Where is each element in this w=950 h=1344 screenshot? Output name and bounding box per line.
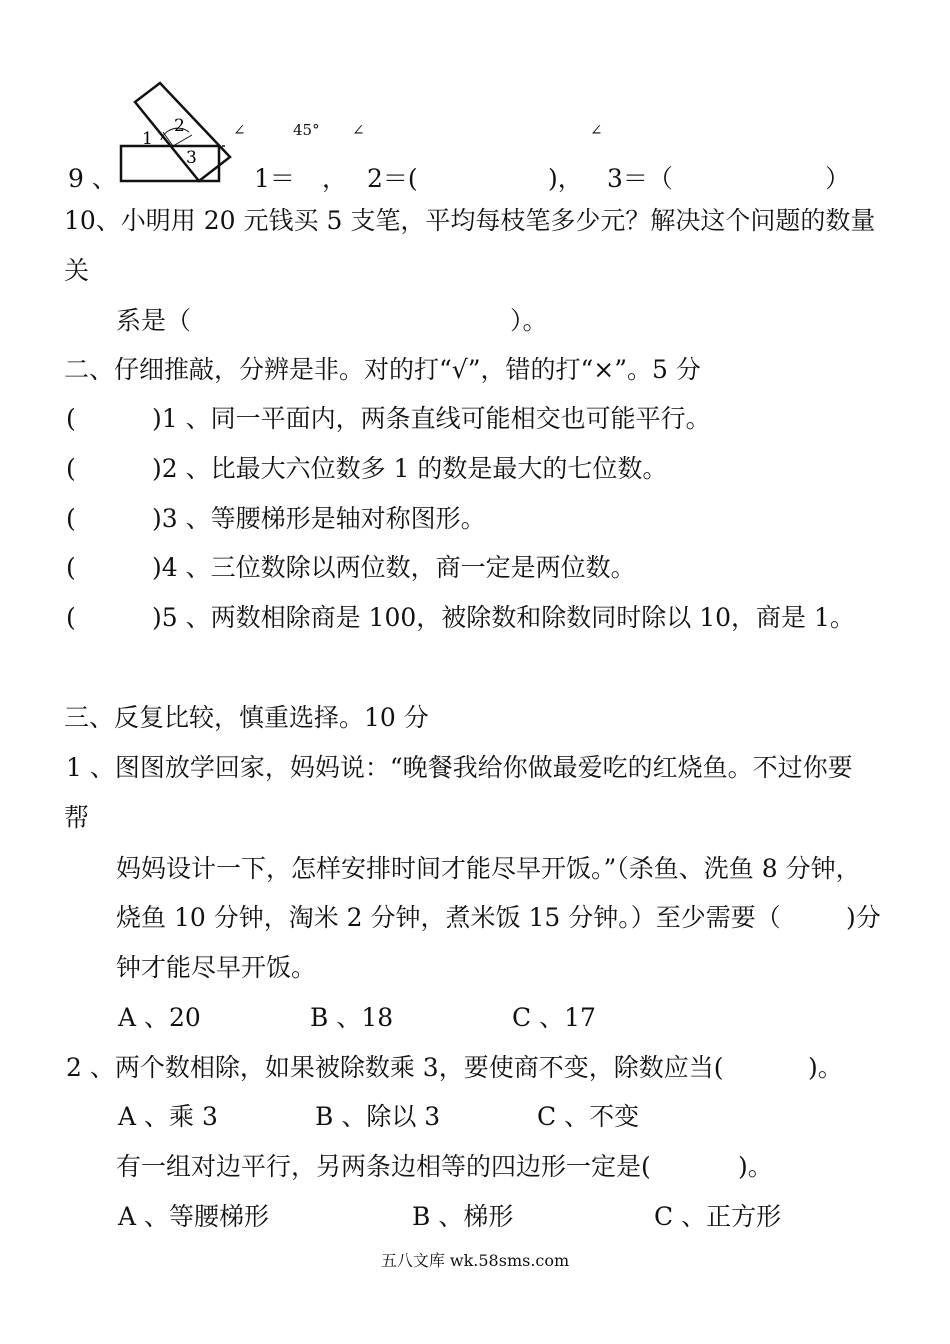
tf-item-4: )4 、三位数除以两位数，商一定是两位数。 (152, 553, 636, 582)
section3-title: 三、反复比较，慎重选择。10 分 (64, 703, 429, 732)
tf-open-2: ( (66, 454, 76, 483)
s3q1-line3: 妈妈设计一下，怎样安排时间才能尽早开饭。”（杀鱼、洗鱼 8 分钟， (116, 854, 861, 883)
tf-item-1: )1 、同一平面内，两条直线可能相交也可能平行。 (152, 404, 711, 433)
fig-label-3: 3 (186, 148, 197, 168)
s3q2-line1b: )。 (808, 1053, 843, 1082)
angle-symbol-2: ∠ (352, 121, 365, 139)
q10-line1: 10、小明用 20 元钱买 5 支笔，平均每枝笔多少元？解决这个问题的数量 (64, 206, 876, 235)
footer-watermark: 五八文库 wk.58sms.com (380, 1251, 570, 1270)
q10-line3a: 系是（ (116, 306, 192, 335)
s3q1-option-a: A 、20 (118, 1003, 201, 1032)
tf-open-1: ( (66, 404, 76, 433)
s3q1-line4b: )分 (846, 903, 881, 932)
tf-open-5: ( (66, 603, 76, 632)
s3q1-option-c: C 、17 (512, 1003, 596, 1032)
s3q2-option-a: A 、乘 3 (118, 1102, 218, 1131)
tf-item-2: )2 、比最大六位数多 1 的数是最大的七位数。 (152, 454, 668, 483)
tf-item-5: )5 、两数相除商是 100，被除数和除数同时除以 10，商是 1。 (152, 603, 855, 632)
angle-symbol-1: ∠ (233, 121, 246, 139)
section2-title: 二、仔细推敲，分辨是非。对的打“√”，错的打“×”。5 分 (64, 355, 701, 384)
fig-label-1: 1 (142, 129, 153, 149)
tf-open-4: ( (66, 553, 76, 582)
s3q2-line1a: 2 、两个数相除，如果被除数乘 3，要使商不变，除数应当( (66, 1053, 724, 1082)
q9-number: 9 、 (68, 164, 117, 193)
q9-comma: ， (322, 164, 348, 193)
s3q3-option-c: C 、正方形 (654, 1202, 782, 1231)
tf-item-3: )3 、等腰梯形是轴对称图形。 (152, 504, 486, 533)
s3q3-line1b: )。 (738, 1152, 773, 1181)
s3q1-line2: 帮 (64, 803, 90, 832)
s3q1-line1: 1 、图图放学回家，妈妈说：“晚餐我给你做最爱吃的红烧鱼。不过你要 (66, 753, 853, 782)
s3q1-line5: 钟才能尽早开饭。 (116, 953, 317, 982)
s3q3-line1a: 有一组对边平行，另两条边相等的四边形一定是( (116, 1152, 651, 1181)
tf-open-3: ( (66, 504, 76, 533)
s3q3-option-b: B 、梯形 (412, 1202, 514, 1231)
q10-line2: 关 (64, 256, 90, 285)
q9-angle2: 2＝( (367, 164, 418, 193)
q9-figure (115, 80, 240, 185)
fig-label-2: 2 (174, 116, 185, 136)
q9-angle3-close: ） (825, 164, 851, 193)
q9-angle3: 3＝（ (607, 164, 673, 193)
s3q3-option-a: A 、等腰梯形 (118, 1202, 270, 1231)
s3q1-line4a: 烧鱼 10 分钟，淘米 2 分钟，煮米饭 15 分钟。）至少需要（ (116, 903, 781, 932)
q9-angle1: 1＝ (254, 164, 295, 193)
s3q2-option-b: B 、除以 3 (315, 1102, 441, 1131)
q9-angle2-close: )， (548, 164, 583, 193)
s3q2-option-c: C 、不变 (537, 1102, 640, 1131)
angle-symbol-3: ∠ (590, 121, 603, 139)
given-angle: 45° (293, 121, 320, 139)
s3q1-option-b: B 、18 (310, 1003, 394, 1032)
q10-line3b: ）。 (510, 306, 548, 335)
